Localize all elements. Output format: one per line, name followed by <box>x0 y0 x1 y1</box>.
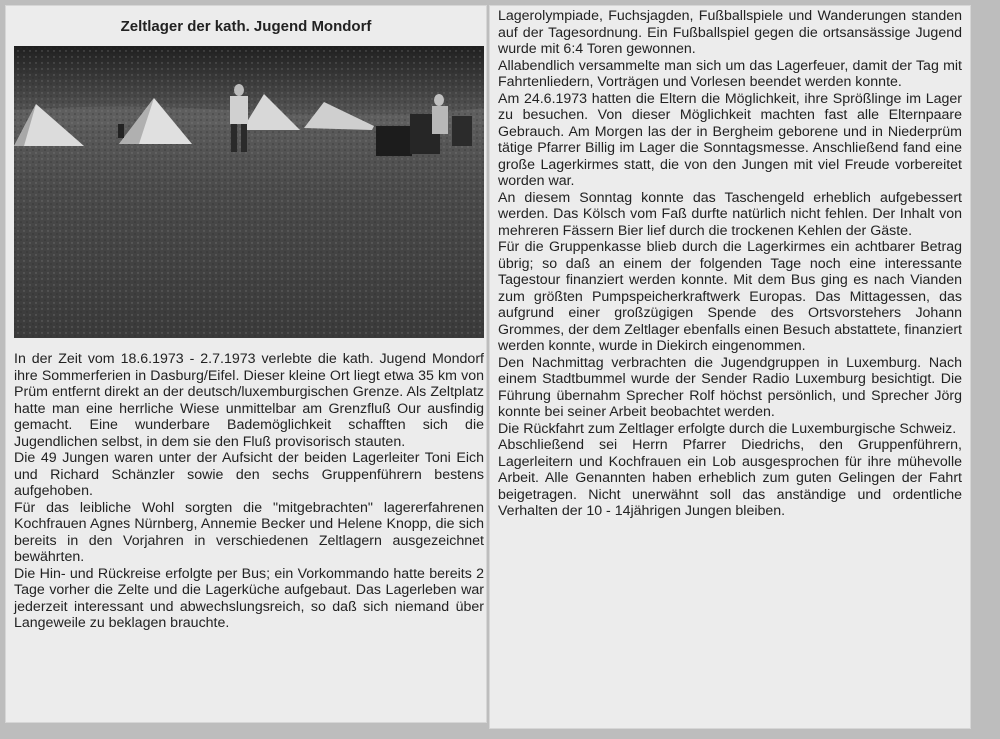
article-headline: Zeltlager der kath. Jugend Mondorf <box>120 18 372 35</box>
article-body-right: Lagerolympiade, Fuchsjagden, Fußballspiele und Wanderungen standen auf der Tagesordnung. Ein Fußballspiel gegen die ortsansässige Jugend wurde mit 6:4 Toren gewonnen. Allabendlich versammelte man sich um das Lagerfeuer, damit der Tag mit Fahrtenliedern, Vorträgen und Vorlesen beendet werden konnte. Am 24.6.1973 hatten die Eltern die Möglichkeit, ihre Sprößlinge im Lager zu besuchen. Von dieser Möglichkeit machten fast alle Elternpaare Gebrauch. Am Morgen las der in Bergheim geborene und in Niederprüm tätige Pfarrer Billig im Lager die Sonntagsmesse. Anschließend fand eine große Lagerkirmes statt, die von den Jungen mit viel Freude vorbereitet worden war. An diesem Sonntag konnte das Taschengeld erheblich aufgebessert werden. Das Kölsch vom Faß durfte natürlich nicht fehlen. Der Inhalt von mehreren Fässern Bier lief durch die trockenen Kehlen der Gäste. Für die Gruppenkasse blieb durch die Lagerkirmes ein achtbarer Betrag übrig; so daß an einem der folgenden Tage noch eine interessante Tagestour finanziert werden konnte. Mit dem Bus ging es nach Vianden zum größten Pumpspeicherkraftwerk Europas. Das Mittagessen, das aufgrund einer großzügigen Spende des Ortsvorstehers Johann Grommes, der dem Zeltlager ebenfalls einen Besuch abstattete, finanziert werden konnte, wurde in Diekirch eingenommen. Den Nachmittag verbrachten die Jugendgruppen in Luxemburg. Nach einem Stadtbummel wurde der Sender Radio Luxemburg besichtigt. Die Führung übernahm Sprecher Rolf höchst persönlich, und Sprecher Jörg konnte bei seiner Arbeit beobachtet werden. Die Rückfahrt zum Zeltlager erfolgte durch die Luxemburgische Schweiz. Abschließend sei Herrn Pfarrer Diedrichs, den Gruppenführern, Lagerleitern und Kochfrauen ein Lob ausgesprochen für ihre mühevolle Arbeit. Alle Genannten haben erheblich zum guten Gelingen der Fahrt beigetragen. Nicht unerwähnt soll das anständige und ordentliche Verhalten der 10 - 14jährigen Jungen bleiben. <box>498 8 962 519</box>
article-body-left: In der Zeit vom 18.6.1973 - 2.7.1973 verlebte die kath. Jugend Mondorf ihre Sommerferien in Dasburg/Eifel. Dieser kleine Ort liegt etwa 35 km von Prüm entfernt direkt an der deutsch/luxemburgischen Grenze. Als Zeltplatz hatte man eine herrliche Wiese unmittelbar am Grenzfluß Our ausfindig gemacht. Eine wunderbare Bademöglichkeit schafften sich die Jugendlichen selbst, in dem sie den Fluß provisorisch stauten. Die 49 Jungen waren unter der Aufsicht der beiden Lagerleiter Toni Eich und Richard Schänzler sowie den sechs Gruppenführern bestens aufgehoben. Für das leibliche Wohl sorgten die "mitgebrachten" lagererfahrenen Kochfrauen Agnes Nürnberg, Annemie Becker und Helene Knopp, die sich bereits in den Vorjahren in verschiedenen Zeltlagern ausgezeichnet bewährten. Die Hin- und Rückreise erfolgte per Bus; ein Vorkommando hatte bereits 2 Tage vorher die Zelte und die Lagerküche aufgebaut. Das Lagerleben war jederzeit interessant und abwechslungsreich, so daß sich niemand über Langeweile zu beklagen brauchte. <box>14 351 484 631</box>
campsite-photo <box>14 46 484 338</box>
